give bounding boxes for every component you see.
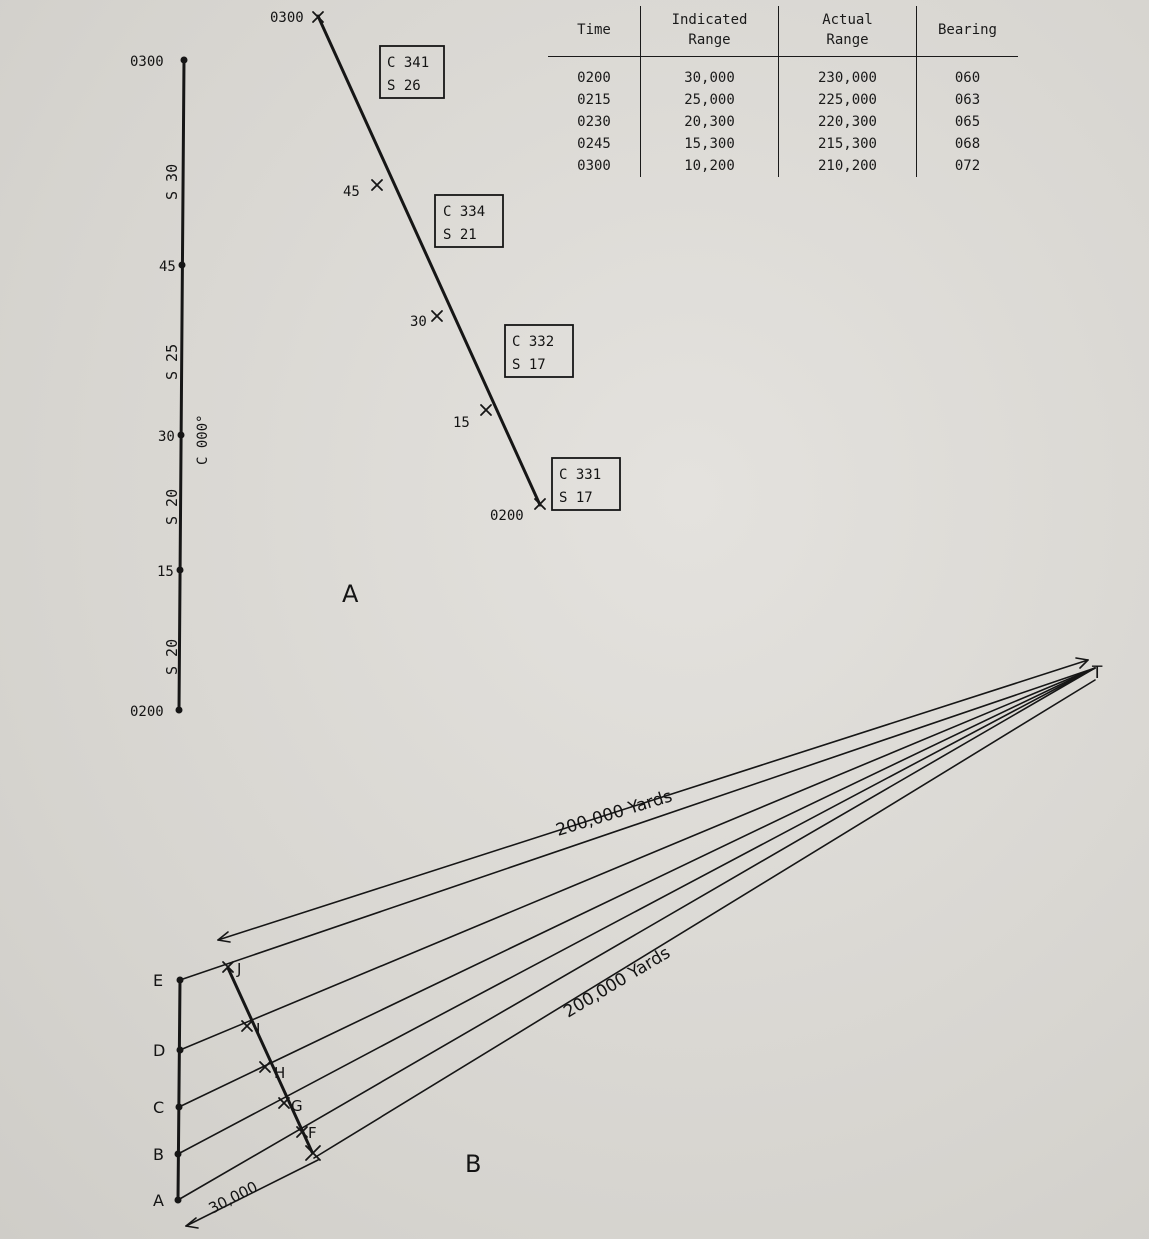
own-time-30: 30 — [158, 429, 175, 445]
diagram-b-label: B — [465, 1150, 482, 1178]
table-cell: 063 — [954, 92, 981, 108]
table-header-bearing: Bearing — [937, 22, 997, 38]
own-time-0300: 0300 — [130, 54, 164, 70]
table-cell: 30,000 — [641, 57, 779, 90]
cs-box-1-speed: S 26 — [387, 78, 421, 94]
course-label-a: C 000° — [195, 414, 211, 465]
fix-tick-g — [279, 1098, 289, 1108]
cs-box-2-speed: S 21 — [443, 227, 477, 243]
bearing-line-b — [178, 668, 1095, 1154]
table-cell: 0200 — [548, 57, 641, 90]
table-cell: 15,300 — [641, 133, 779, 155]
target-time-0300: 0300 — [270, 10, 304, 26]
table-cell: 0230 — [548, 111, 641, 133]
speed-label-1: S 30 — [163, 163, 181, 200]
table-cell: 25,000 — [641, 89, 779, 111]
cs-box-4-speed: S 17 — [559, 490, 593, 506]
cs-box-3-speed: S 17 — [512, 357, 546, 373]
speed-label-2: S 25 — [163, 343, 181, 380]
fix-i-label: I — [256, 1020, 261, 1038]
target-track-b — [228, 968, 312, 1152]
table-cell: 0215 — [548, 89, 641, 111]
table-cell: 060 — [954, 70, 981, 86]
table-cell: 10,200 — [641, 155, 779, 177]
target-tick-30 — [432, 311, 442, 321]
target-time-0200: 0200 — [490, 508, 524, 524]
fix-j-label: J — [237, 960, 242, 978]
range-label-upper: 200,000 Yards — [553, 786, 675, 841]
table-cell: 072 — [954, 158, 981, 174]
point-c-label: C — [153, 1098, 165, 1117]
target-time-45: 45 — [343, 184, 360, 200]
table-header-indicated-range-text: Indicated Range — [671, 12, 748, 48]
speed-label-4: S 20 — [163, 638, 181, 675]
fix-h-label: H — [274, 1064, 286, 1082]
own-ship-dot-0200 — [176, 707, 182, 713]
own-ship-dot-0300 — [181, 57, 187, 63]
point-b-label: B — [153, 1145, 164, 1164]
table-cell: 210,200 — [779, 155, 917, 177]
point-a-label: A — [153, 1191, 164, 1210]
table-cell: 065 — [954, 114, 981, 130]
range-arrow-lower — [314, 680, 1095, 1158]
target-time-30: 30 — [410, 314, 427, 330]
target-time-15: 15 — [453, 415, 470, 431]
target-tick-45 — [372, 180, 382, 190]
table-cell: 230,000 — [779, 57, 917, 90]
own-ship-dot-45 — [179, 262, 185, 268]
own-time-15: 15 — [157, 564, 174, 580]
fix-tick-end — [306, 1146, 320, 1160]
own-ship-dot-15 — [177, 567, 183, 573]
table-header-time: Time — [548, 6, 641, 57]
target-t-label: T — [1092, 663, 1103, 683]
fix-f-label: F — [308, 1124, 317, 1142]
fix-g-label: G — [291, 1097, 303, 1115]
table-cell: 215,300 — [779, 133, 917, 155]
table-cell: 0300 — [548, 155, 641, 177]
own-ship-track-a — [179, 60, 184, 710]
offset-label: 30,000 — [205, 1177, 261, 1218]
target-tick-15 — [481, 405, 491, 415]
point-d-label: D — [153, 1041, 166, 1060]
table-cell: 220,300 — [779, 111, 917, 133]
own-time-0200: 0200 — [130, 704, 164, 720]
speed-label-3: S 20 — [163, 488, 181, 525]
diagram-a-label: A — [342, 580, 359, 608]
table-header-actual-range-text: Actual Range — [822, 12, 873, 48]
cs-box-1-course: C 341 — [387, 55, 430, 71]
cs-box-4-course: C 331 — [559, 467, 602, 483]
own-ship-track-b — [178, 980, 180, 1200]
bearing-line-d — [180, 668, 1095, 1050]
bearing-lines — [178, 668, 1095, 1200]
table-cell: 068 — [954, 136, 981, 152]
target-tick-0200 — [535, 499, 545, 509]
bearing-line-c — [179, 668, 1095, 1107]
table-cell: 20,300 — [641, 111, 779, 133]
target-tick-0300 — [313, 12, 323, 22]
point-e-label: E — [153, 971, 164, 990]
own-ship-dot-30 — [178, 432, 184, 438]
range-dimension-lower — [314, 680, 1095, 1158]
table-cell: 0245 — [548, 133, 641, 155]
cs-box-2-course: C 334 — [443, 204, 486, 220]
range-label-lower: 200,000 Yards — [560, 943, 674, 1023]
table-cell: 225,000 — [779, 89, 917, 111]
cs-box-3-course: C 332 — [512, 334, 555, 350]
own-time-45: 45 — [159, 259, 176, 275]
target-track-a — [318, 16, 540, 505]
